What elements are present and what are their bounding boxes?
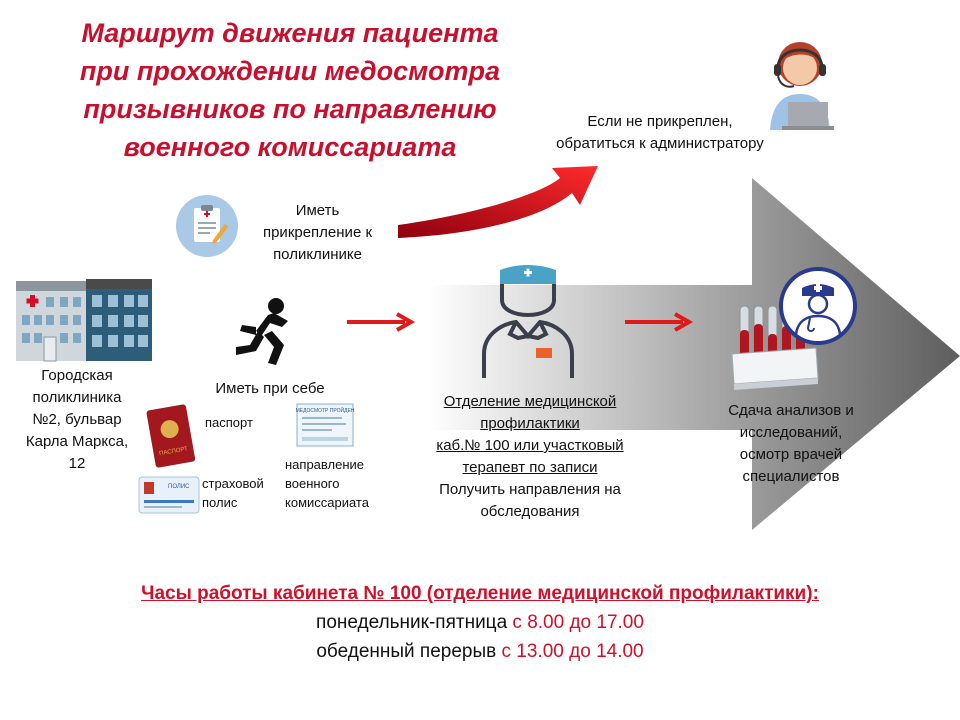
arrow-right-icon [345, 312, 415, 332]
passport-cover-text: ПАСПОРТ [158, 446, 189, 458]
hours-lunch-time: с 13.00 до 14.00 [501, 641, 644, 662]
arrow-right-icon [623, 312, 693, 332]
insurance-label: страховой полис [202, 476, 264, 510]
admin-note: Если не прикреплен, обратиться к администратору [556, 113, 764, 152]
insurance-card-icon [138, 476, 200, 514]
passport-label: паспорт [205, 415, 253, 430]
referral-doc-text: МЕДОСМОТР ПРОЙДЕН [295, 408, 355, 414]
polis-card-text: ПОЛИС [168, 484, 190, 490]
page-title: Маршрут движения пациента при прохождении медосмотра призывников по направлению военного комиссариата [79, 18, 501, 162]
doctor-badge-icon [778, 266, 858, 346]
clipboard-icon [175, 194, 239, 258]
department-text: Отделение медицинской профилактики каб.№ 100 или участковый терапевт по записи Получить направления на обследования [436, 393, 624, 520]
passport-icon [146, 403, 196, 471]
hours-weekdays-time: с 8.00 до 17.00 [512, 612, 644, 633]
running-man-icon [228, 297, 298, 367]
bring-label: Иметь при себе [215, 380, 325, 397]
referral-label: направление военного комиссариата [285, 457, 369, 510]
referral-document-icon [296, 403, 356, 449]
hours-heading: Часы работы кабинета № 100 (отделение медицинской профилактики): [141, 583, 819, 604]
hours-lunch: обеденный перерыв с 13.00 до 14.00 [316, 641, 644, 662]
hours-weekdays: понедельник-пятница с 8.00 до 17.00 [316, 612, 644, 633]
attach-text: Иметь прикрепление к поликлинике [262, 202, 373, 263]
tests-text: Сдача анализов и исследований, осмотр врачей специалистов [728, 402, 854, 485]
clinic-building-icon [10, 275, 160, 365]
doctor-icon [478, 262, 578, 380]
clinic-address: Городская поликлиника №2, бульвар Карла Маркса, 12 [25, 367, 129, 472]
